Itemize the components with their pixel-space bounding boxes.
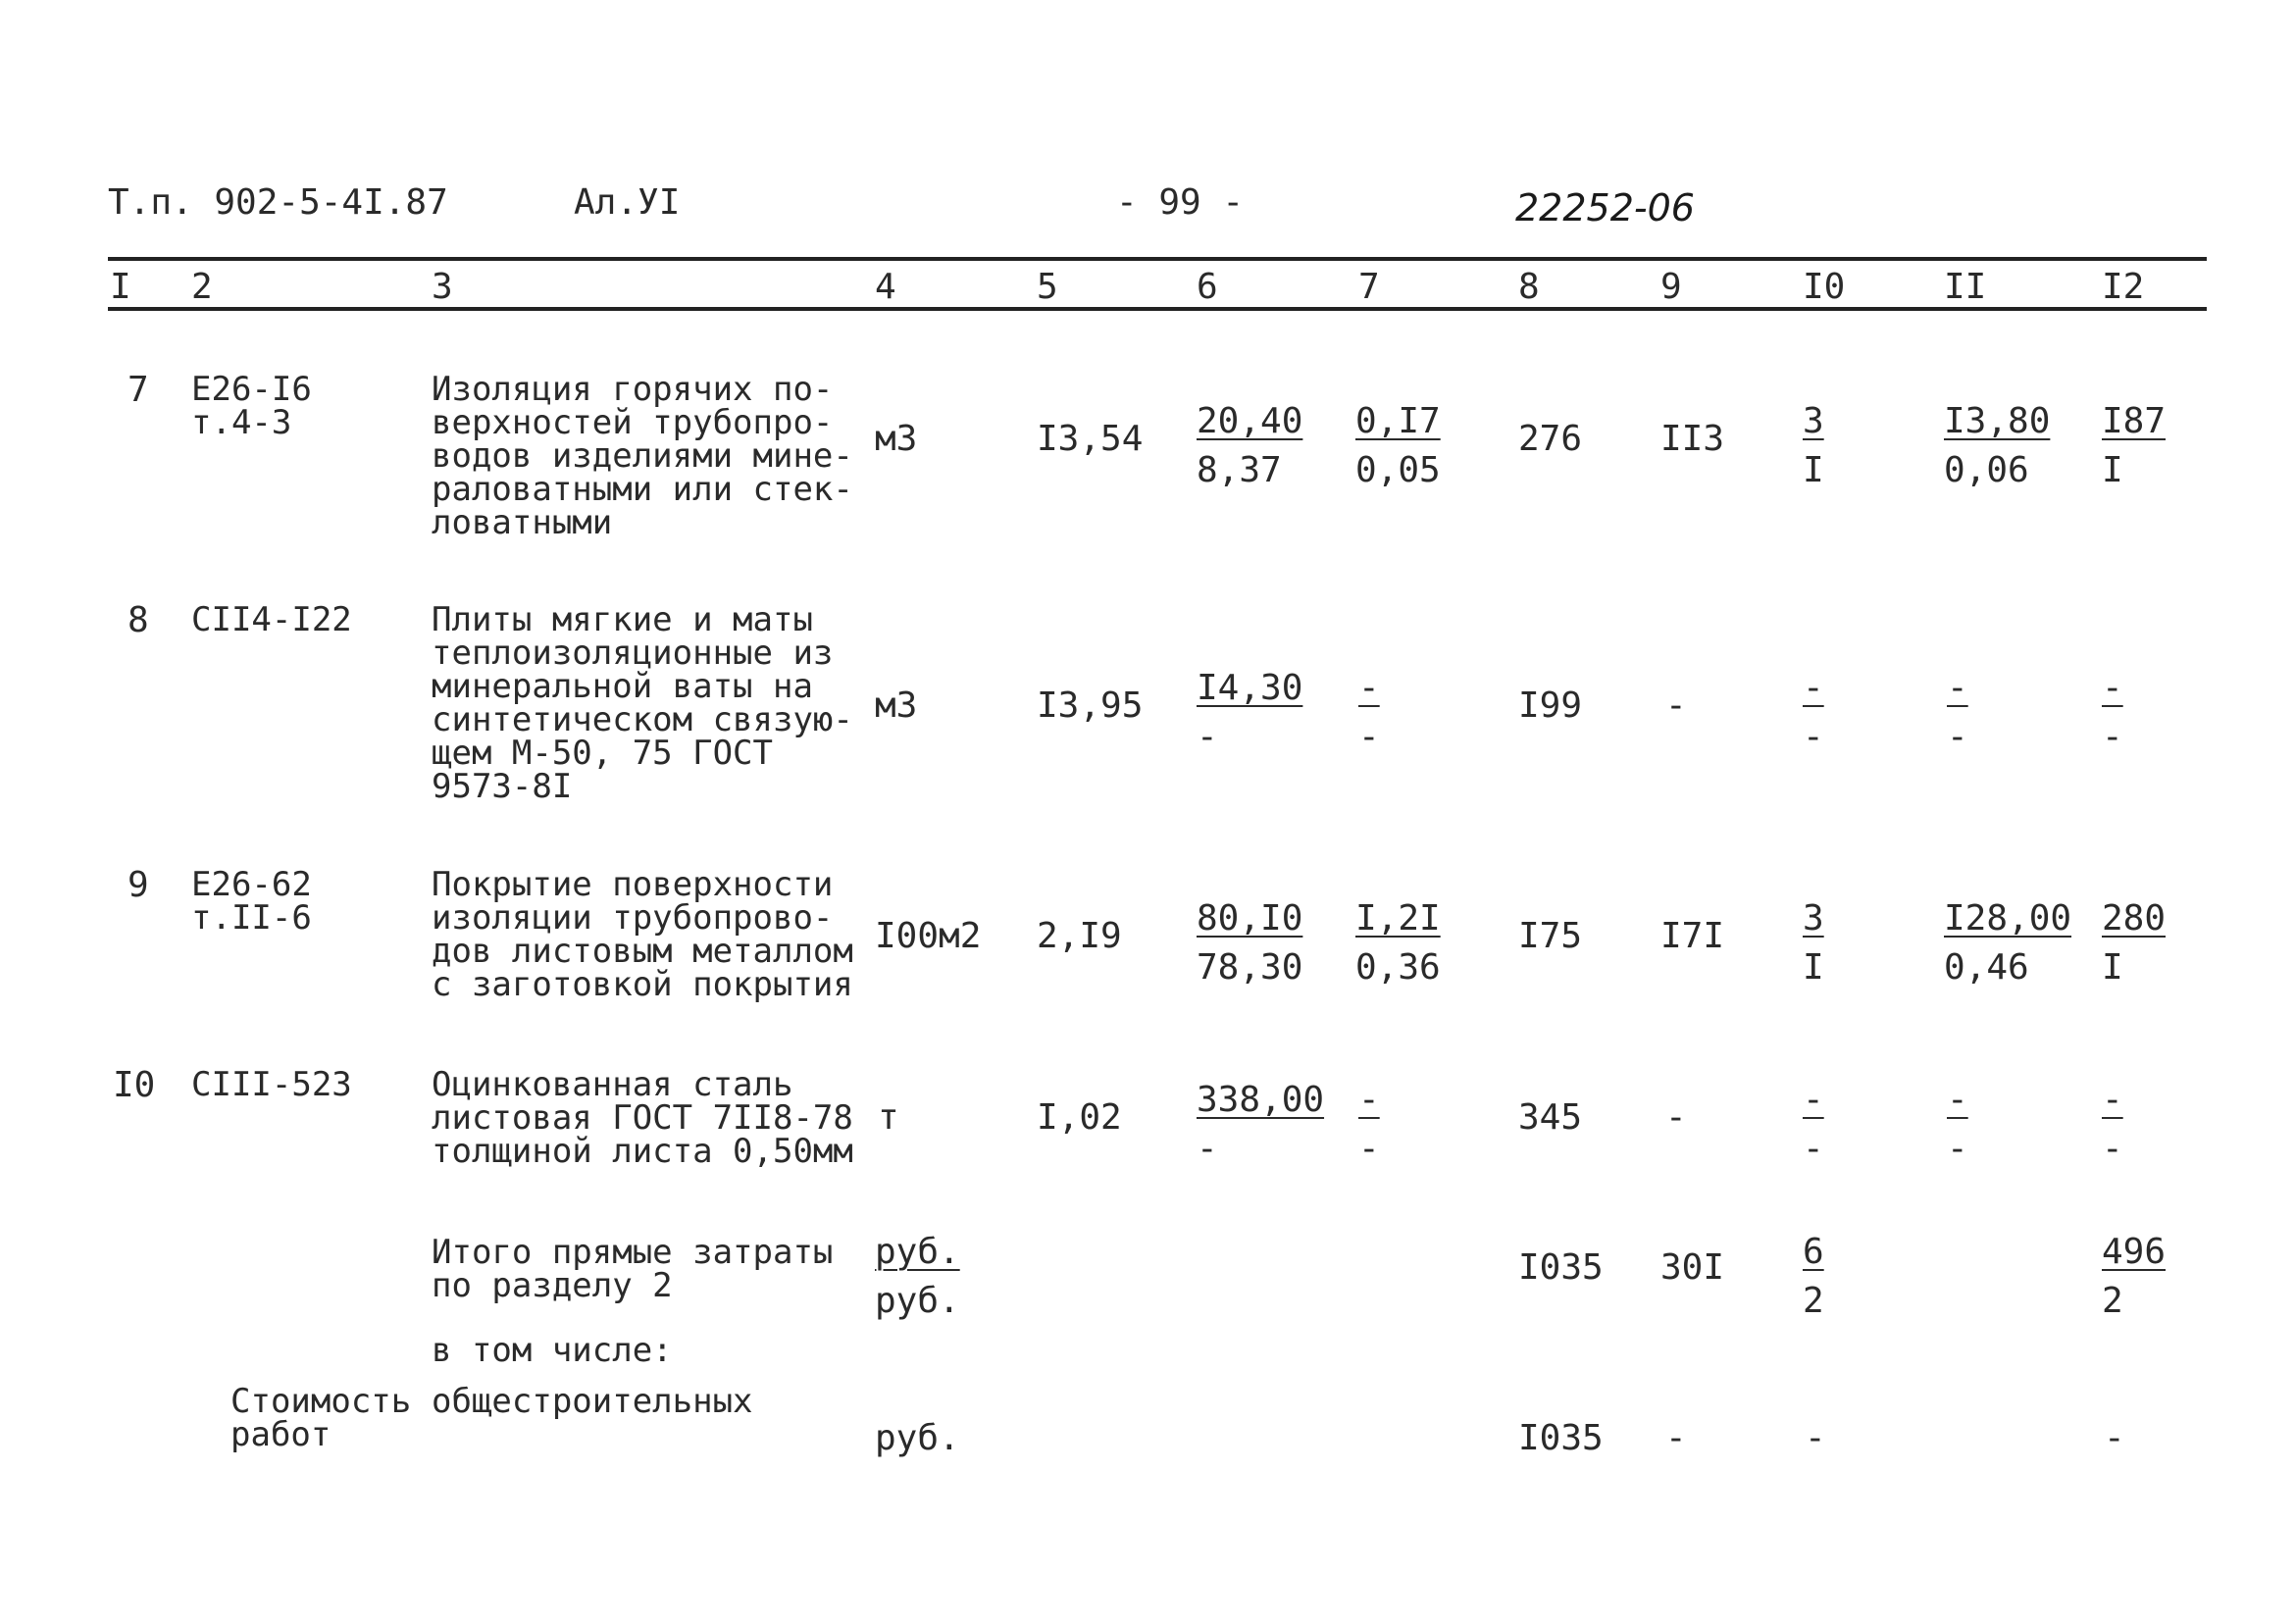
- unit-wage: 8,37: [1197, 450, 1282, 490]
- total-wage: I7I: [1660, 916, 1725, 956]
- labor-machine-per-unit: -: [1947, 717, 1968, 757]
- handwritten-code: 22252-06: [1515, 186, 1695, 229]
- quantity: I3,54: [1037, 419, 1144, 459]
- work-description: Покрытие поверхности изоляции трубопрово- дов листовым металлом с заготовкой покрытия: [432, 865, 853, 1004]
- machine-wage: -: [1358, 1129, 1380, 1169]
- labor-per-unit: -: [1947, 668, 1968, 708]
- total-cost: I99: [1518, 685, 1583, 726]
- labor-total-fraction: [2102, 397, 2239, 495]
- machine-wage: 0,05: [1355, 450, 1441, 490]
- unit-cost-fraction: [1197, 894, 1334, 992]
- machine-cost-fraction: [1358, 1076, 1496, 1174]
- norm-code: СIII-523: [191, 1065, 352, 1104]
- unit: м3: [875, 685, 918, 726]
- labor-total-fraction: [2102, 894, 2239, 992]
- labor-machine-per-unit: 0,46: [1944, 947, 2029, 988]
- machine-cost-fraction: [1355, 894, 1493, 992]
- machine-cost: I,2I: [1355, 898, 1441, 939]
- col10-value: 3: [1803, 898, 1824, 939]
- unit: т: [878, 1097, 899, 1138]
- labor-total: -: [2102, 1080, 2123, 1120]
- col-header-5: 5: [1037, 267, 1058, 307]
- labor-fraction: [1947, 1076, 2084, 1174]
- header-top-rule: [108, 257, 2207, 261]
- col-header-7: 7: [1358, 267, 1380, 307]
- totals-description: Итого прямые затраты по разделу 2: [432, 1233, 834, 1305]
- machine-wage: -: [1358, 717, 1380, 757]
- unit: м3: [875, 419, 918, 459]
- general-unit: руб.: [875, 1418, 960, 1458]
- unit-cost: I4,30: [1197, 668, 1303, 708]
- unit-cost: 338,00: [1197, 1080, 1325, 1120]
- total-wage: -: [1665, 1097, 1687, 1138]
- col10-value: 3: [1803, 401, 1824, 441]
- norm-code: Е26-I6 т.4-3: [191, 370, 312, 442]
- machine-wage: 0,36: [1355, 947, 1441, 988]
- unit-cost-fraction: [1197, 664, 1334, 762]
- labor-fraction: [1944, 397, 2081, 495]
- machine-cost: -: [1358, 668, 1380, 708]
- totals-unit: руб.: [875, 1232, 960, 1272]
- totals-unit-fraction: [875, 1228, 1012, 1326]
- col10-sub: -: [1803, 1129, 1824, 1169]
- col10-value: -: [1803, 668, 1824, 708]
- row-number: 7: [128, 370, 149, 410]
- totals-wage: 30I: [1660, 1247, 1725, 1288]
- labor-per-unit: I3,80: [1944, 401, 2051, 441]
- general-description: общестроительных: [432, 1382, 753, 1421]
- totals-labor-fraction: [2102, 1228, 2239, 1326]
- labor-machine-total: I: [2102, 947, 2123, 988]
- labor-total: -: [2102, 668, 2123, 708]
- quantity: I3,95: [1037, 685, 1144, 726]
- labor-total-fraction: [2102, 664, 2239, 762]
- quantity: I,02: [1037, 1097, 1122, 1138]
- machine-cost: -: [1358, 1080, 1380, 1120]
- unit-wage: -: [1197, 717, 1218, 757]
- total-cost: 345: [1518, 1097, 1583, 1138]
- work-description: Изоляция горячих по- верхностей трубопро- водов изделиями мине- раловатными или стек- ловатными: [432, 370, 853, 542]
- col-header-6: 6: [1197, 267, 1218, 307]
- general-cost: I035: [1518, 1418, 1604, 1458]
- album-label: Ал.УI: [574, 182, 681, 223]
- work-description: Оцинкованная сталь листовая ГОСТ 7II8-78 толщиной листа 0,50мм: [432, 1065, 853, 1171]
- unit-cost: 20,40: [1197, 401, 1303, 441]
- labor-per-unit: I28,00: [1944, 898, 2072, 939]
- totals-labor: 496: [2102, 1232, 2167, 1272]
- labor-machine-per-unit: -: [1947, 1129, 1968, 1169]
- col10-sub: I: [1803, 947, 1824, 988]
- general-label: Стоимость работ: [230, 1382, 412, 1454]
- unit-cost-fraction: [1197, 397, 1334, 495]
- unit-cost-fraction: [1197, 1076, 1334, 1174]
- col10-fraction: [1803, 397, 1940, 495]
- labor-machine-per-unit: 0,06: [1944, 450, 2029, 490]
- including-label: в том числе:: [432, 1331, 673, 1370]
- machine-cost-fraction: [1355, 397, 1493, 495]
- col10-fraction: [1803, 894, 1940, 992]
- quantity: 2,I9: [1037, 916, 1122, 956]
- general-col10: -: [1805, 1418, 1826, 1458]
- total-cost: 276: [1518, 419, 1583, 459]
- total-wage: II3: [1660, 419, 1725, 459]
- col-header-1: I: [110, 267, 131, 307]
- machine-cost: 0,I7: [1355, 401, 1441, 441]
- totals-col10-fraction: [1803, 1228, 1940, 1326]
- col10-fraction: [1803, 664, 1940, 762]
- labor-machine-total: -: [2102, 717, 2123, 757]
- unit-wage: -: [1197, 1129, 1218, 1169]
- labor-machine-total: -: [2102, 1129, 2123, 1169]
- row-number: 8: [128, 600, 149, 640]
- col10-sub: -: [1803, 717, 1824, 757]
- norm-code: Е26-62 т.II-6: [191, 865, 312, 938]
- col-header-3: 3: [432, 267, 453, 307]
- labor-total-fraction: [2102, 1076, 2239, 1174]
- work-description: Плиты мягкие и маты теплоизоляционные из минеральной ваты на синтетическом связую- щем М-50, 75 ГОСТ 9573-8I: [432, 600, 853, 806]
- machine-cost-fraction: [1358, 664, 1496, 762]
- total-wage: -: [1665, 685, 1687, 726]
- totals-cost: I035: [1518, 1247, 1604, 1288]
- totals-col10: 6: [1803, 1232, 1824, 1272]
- col-header-2: 2: [191, 267, 213, 307]
- unit-cost: 80,I0: [1197, 898, 1303, 939]
- unit-wage: 78,30: [1197, 947, 1303, 988]
- labor-fraction: [1947, 664, 2084, 762]
- row-number: I0: [113, 1065, 156, 1105]
- header-bottom-rule: [108, 307, 2207, 311]
- general-wage: -: [1665, 1418, 1687, 1458]
- norm-code: СII4-I22: [191, 600, 352, 639]
- col-header-12: I2: [2102, 267, 2145, 307]
- col-header-9: 9: [1660, 267, 1682, 307]
- col10-fraction: [1803, 1076, 1940, 1174]
- col10-value: -: [1803, 1080, 1824, 1120]
- general-labor: -: [2104, 1418, 2125, 1458]
- totals-col10-sub: 2: [1803, 1281, 1824, 1321]
- page-number: - 99 -: [1116, 182, 1245, 223]
- labor-total: 280: [2102, 898, 2167, 939]
- unit: I00м2: [875, 916, 982, 956]
- total-cost: I75: [1518, 916, 1583, 956]
- labor-machine-total: I: [2102, 450, 2123, 490]
- totals-labor-sub: 2: [2102, 1281, 2123, 1321]
- totals-unit-sub: руб.: [875, 1281, 960, 1321]
- col-header-10: I0: [1803, 267, 1846, 307]
- col-header-11: II: [1944, 267, 1987, 307]
- labor-fraction: [1944, 894, 2081, 992]
- doc-code: Т.п. 902-5-4I.87: [108, 182, 448, 223]
- labor-total: I87: [2102, 401, 2167, 441]
- col-header-4: 4: [875, 267, 896, 307]
- col-header-8: 8: [1518, 267, 1540, 307]
- labor-per-unit: -: [1947, 1080, 1968, 1120]
- row-number: 9: [128, 865, 149, 905]
- col10-sub: I: [1803, 450, 1824, 490]
